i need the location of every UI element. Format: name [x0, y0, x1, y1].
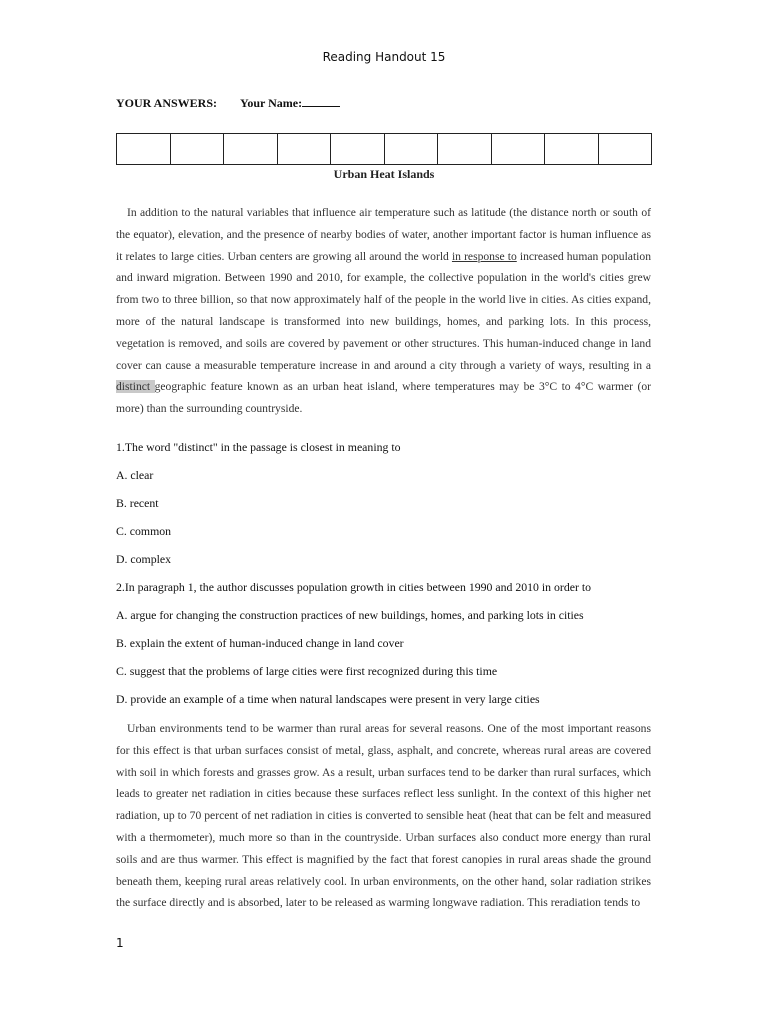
- question-2-prompt: 2.In paragraph 1, the author discusses population growth in cities between 1990 and 2010 in order to: [116, 580, 592, 594]
- name-blank[interactable]: [302, 96, 340, 107]
- answer-box-1[interactable]: [117, 134, 171, 165]
- page-number: 1: [116, 936, 124, 950]
- answer-box-9[interactable]: [545, 134, 599, 165]
- answer-box-3[interactable]: [224, 134, 278, 165]
- question-2-option-d[interactable]: D. provide an example of a time when natural landscapes were present in very large cities: [116, 692, 540, 706]
- answer-box-5[interactable]: [331, 134, 385, 165]
- answer-grid: [116, 133, 652, 165]
- answer-box-8[interactable]: [491, 134, 545, 165]
- question-1-option-a[interactable]: A. clear: [116, 468, 154, 482]
- underlined-phrase: in response to: [451, 249, 517, 263]
- answer-box-7[interactable]: [438, 134, 492, 165]
- paragraph-1-text-b: increased human population and inward migration. Between 1990 and 2010, for example, the collective population in the world's cities grew from two to three billion, so that now approximately half of the people in the world live in cities. As cities expand, more of the natural landscape is transformed into new buildings, homes, and parking lots. In this process, vegetation is removed, and soils are covered by pavement or other structures. This human-induced change in land cover can cause a measurable temperature increase in and around a city through a variety of ways, resulting in a: [116, 249, 651, 372]
- question-1-option-b[interactable]: B. recent: [116, 496, 159, 510]
- question-2-option-b[interactable]: B. explain the extent of human-induced change in land cover: [116, 636, 404, 650]
- question-1-option-d[interactable]: D. complex: [116, 552, 172, 566]
- question-1-option-c[interactable]: C. common: [116, 524, 172, 538]
- page-header: Reading Handout 15: [322, 50, 446, 64]
- paragraph-1-text-a: In addition to the natural variables that influence air temperature such as latitude (the distance north or south of the equator), elevation, and the presence of nearby bodies of water, another important factor is human influence as it relates to large cities. Urban centers are growing all around the world: [116, 206, 651, 263]
- question-1-prompt: 1.The word "distinct" in the passage is closest in meaning to: [116, 440, 401, 454]
- paragraph-1-text-c: geographic feature known as an urban heat island, where temperatures may be 3°C to 4°C warmer (or more) than the surrounding countryside.: [116, 380, 651, 416]
- document-title: Urban Heat Islands: [333, 167, 435, 181]
- paragraph-1: [116, 202, 651, 420]
- answer-box-2[interactable]: [170, 134, 224, 165]
- answer-box-4[interactable]: [277, 134, 331, 165]
- question-2-option-c[interactable]: C. suggest that the problems of large cities were first recognized during this time: [116, 664, 498, 678]
- answers-label: YOUR ANSWERS:: [116, 96, 218, 110]
- highlighted-word: distinct: [116, 380, 155, 394]
- answer-box-10[interactable]: [598, 134, 652, 165]
- paragraph-2: Urban environments tend to be warmer than rural areas for several reasons. One of the most important reasons for this effect is that urban surfaces consist of metal, glass, asphalt, and concrete, whereas rural areas are covered with soil in which forests and grasses grow. As a result, urban surfaces tend to be darker than rural surfaces, which leads to greater net radiation in cities because these surfaces reflect less sunlight. In the context of this higher net radiation, up to 70 percent of net radiation in cities is converted to sensible heat (heat that can be felt and measured with a thermometer), much more so than in the countryside. Urban surfaces also conduct more energy than rural soils and are thus warmer. This effect is magnified by the fact that forest canopies in rural areas shade the ground beneath them, keeping rural areas relatively cool. In urban environments, on the other hand, solar radiation strikes the surface directly and is absorbed, later to be released as warming longwave radiation. This reradiation tends to: [116, 722, 651, 910]
- question-2-option-a[interactable]: A. argue for changing the construction practices of new buildings, homes, and parking lots in cities: [116, 608, 584, 622]
- name-label: Your Name:: [240, 96, 303, 110]
- answer-box-6[interactable]: [384, 134, 438, 165]
- answers-line: [116, 96, 340, 111]
